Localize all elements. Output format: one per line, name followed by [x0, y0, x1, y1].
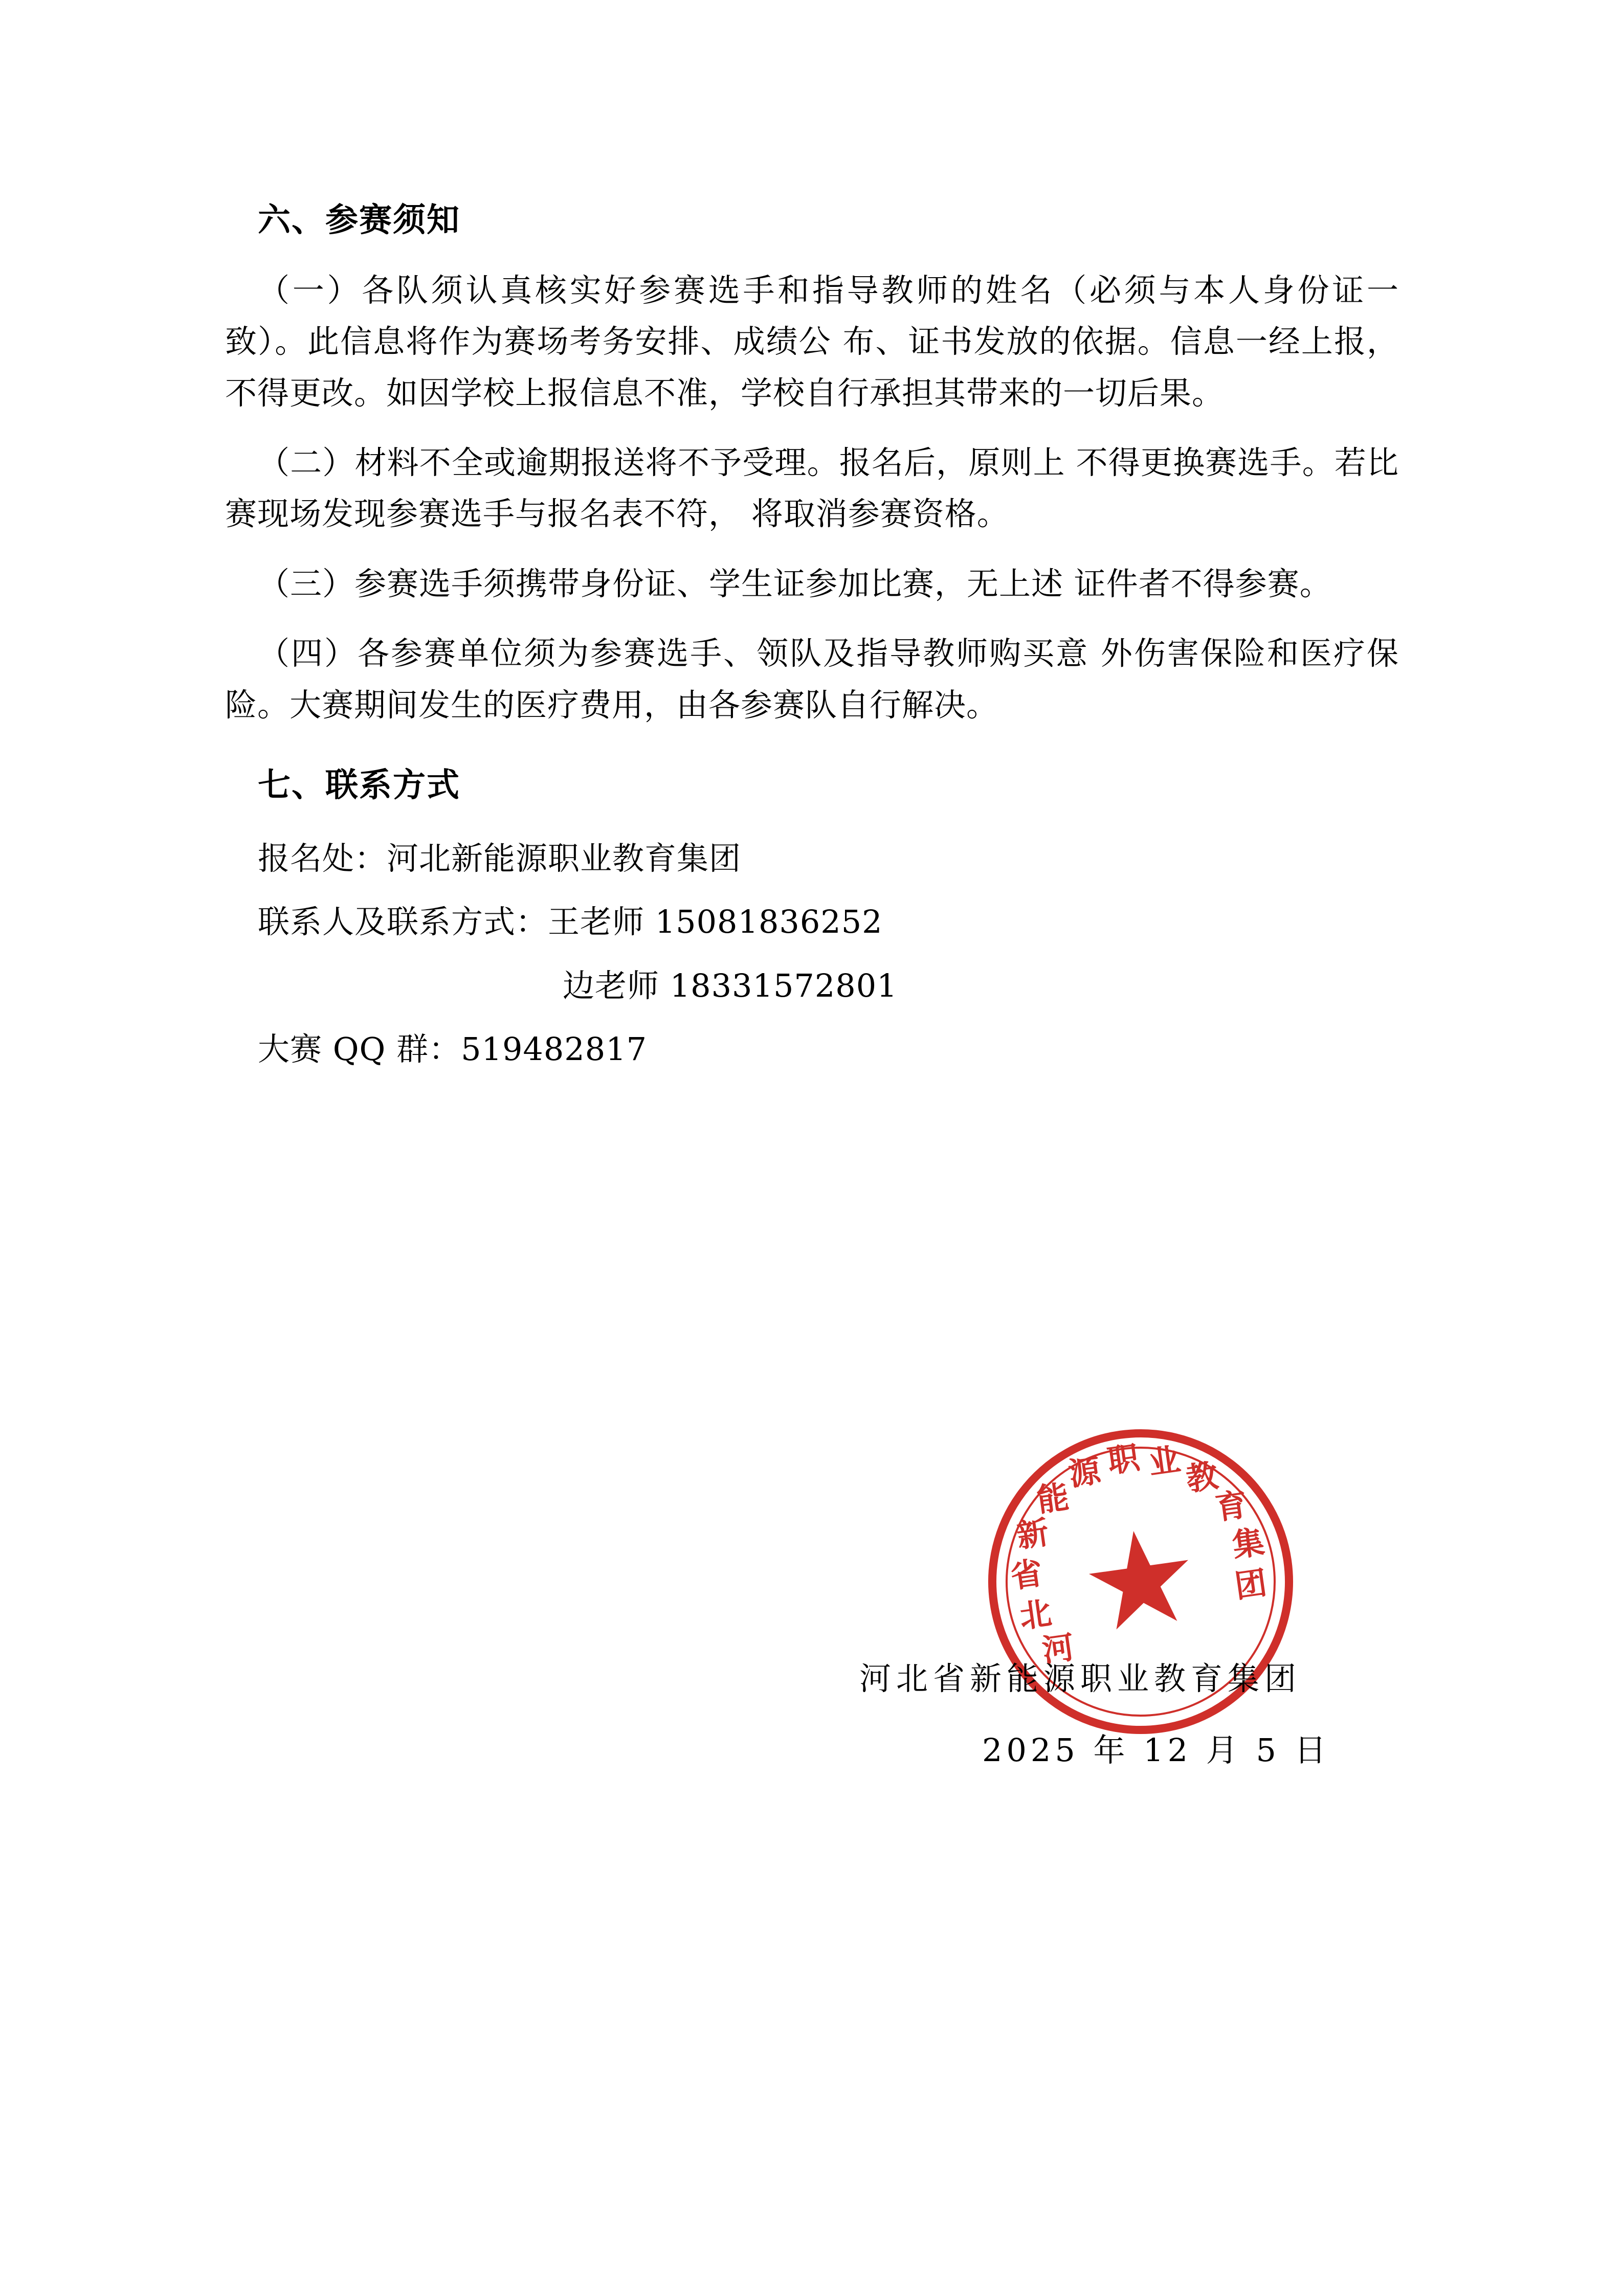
- svg-text:省: 省: [1008, 1554, 1045, 1595]
- signature-date: 2025 年 12 月 5 日: [982, 1731, 1330, 1769]
- svg-text:北: 北: [1017, 1593, 1054, 1635]
- contact-person-bian: 边老师 18331572801: [563, 966, 898, 1004]
- contact-block: [225, 833, 1399, 1075]
- document-body: [225, 194, 1399, 1769]
- svg-text:职: 职: [1105, 1438, 1142, 1480]
- svg-text:育: 育: [1213, 1485, 1250, 1527]
- five-point-star-icon: [1084, 1524, 1196, 1632]
- signature-organization: 河北省新能源职业教育集团: [859, 1659, 1302, 1697]
- contact-registration-office: 报名处：河北新能源职业教育集团: [258, 839, 742, 877]
- section-heading-contact: 七、联系方式: [258, 767, 460, 805]
- section-heading-participation-notes: 六、参赛须知: [258, 201, 460, 239]
- paragraph-4: （四）各参赛单位须为参赛选手、领队及指导教师购买意 外伤害保险和医疗保险。大赛期间发生的医疗费用，由各参赛队自行解决。: [225, 635, 1399, 724]
- svg-text:业: 业: [1146, 1440, 1183, 1482]
- contact-person-wang: 联系人及联系方式：王老师 15081836252: [258, 903, 883, 941]
- svg-text:能: 能: [1034, 1477, 1072, 1519]
- contact-qq-group: 大赛 QQ 群：519482817: [258, 1030, 648, 1068]
- svg-text:教: 教: [1184, 1456, 1220, 1498]
- svg-text:河: 河: [1039, 1628, 1077, 1670]
- paragraph-2: （二）材料不全或逾期报送将不予受理。报名后，原则上 不得更换赛选手。若比赛现场发现参赛选手与报名表不符， 将取消参赛资格。: [225, 443, 1399, 533]
- svg-text:源: 源: [1066, 1451, 1103, 1493]
- signature-area: [225, 1433, 1399, 1769]
- svg-text:新: 新: [1014, 1513, 1051, 1555]
- paragraph-1: （一）各队须认真核实好参赛选手和指导教师的姓名（必须与本人身份证一致）。此信息将作为赛场考务安排、成绩公 布、证书发放的依据。信息一经上报，不得更改。如因学校上报信息不准，学校自行承担其带来的一切后果。: [225, 271, 1399, 412]
- svg-text:集: 集: [1230, 1522, 1267, 1564]
- paragraph-3: （三）参赛选手须携带身份证、学生证参加比赛，无上述 证件者不得参赛。: [258, 565, 1332, 602]
- svg-text:团: 团: [1232, 1563, 1270, 1605]
